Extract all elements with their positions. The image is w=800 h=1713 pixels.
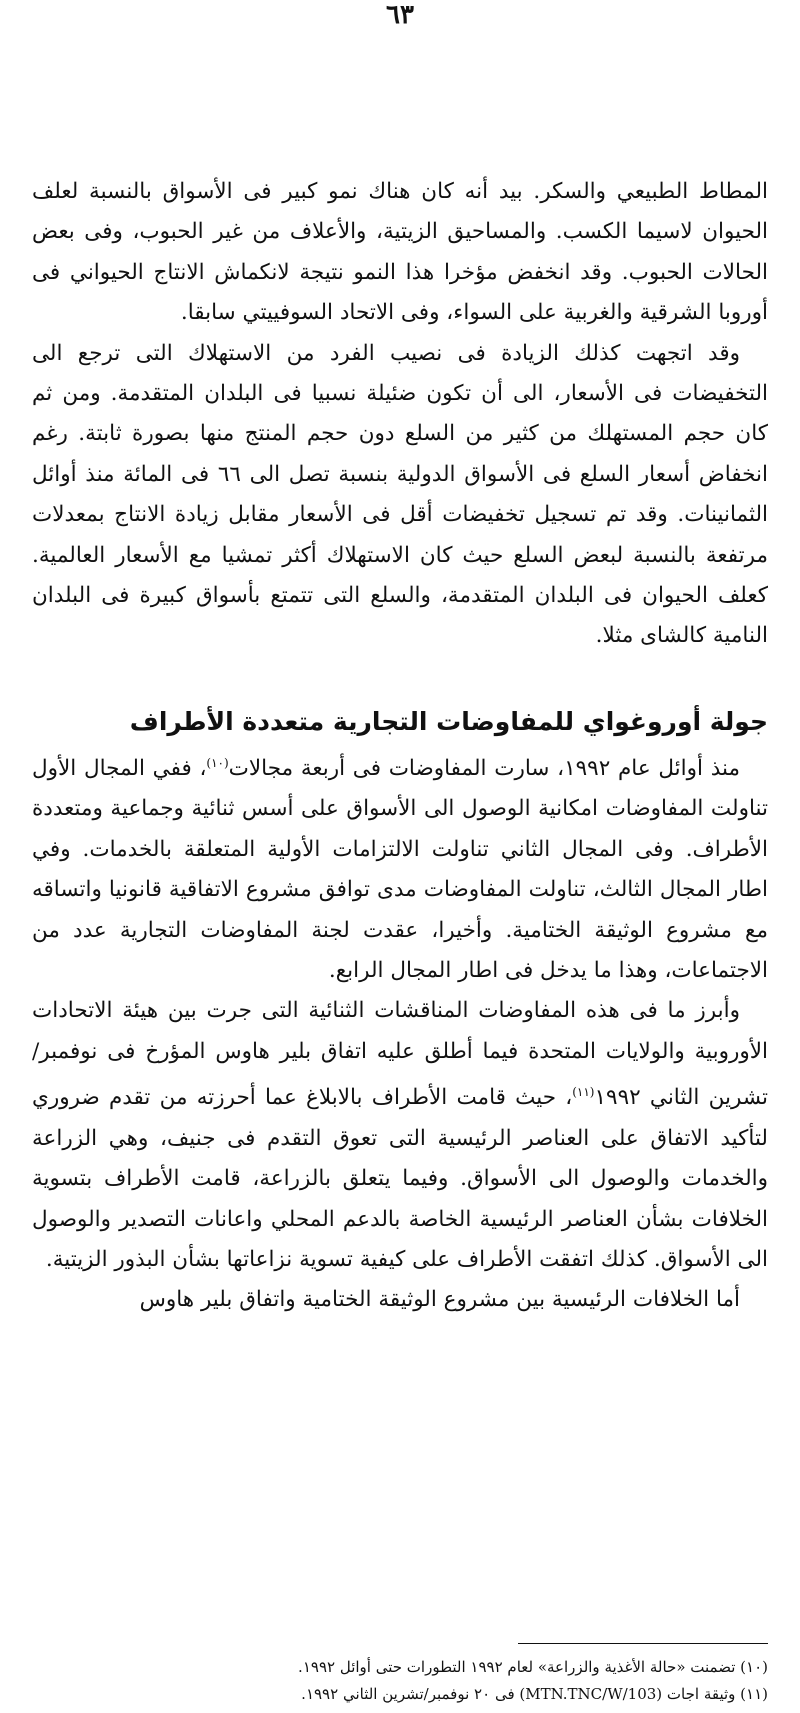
page-number: ٦٣ [386,0,414,30]
paragraph-5: أما الخلافات الرئيسية بين مشروع الوثيقة الختامية واتفاق بلير هاوس [139,1287,740,1313]
paragraph-4-text-a: وأبرز ما فى هذه المفاوضات المناقشات الثنائية التى جرت بين هيئة الاتحادات الأوروبية والولايات المتحدة فيما أطلق عليه اتفاق بلير هاوس المؤرخ فى نوفمبر/تشرين الثاني ١٩٩٢ [32,998,768,1111]
paragraph-1: المطاط الطبيعي والسكر. بيد أنه كان هناك نمو كبير فى الأسواق بالنسبة لعلف الحيوان لاسيما الكسب. والمساحيق الزيتية، والأعلاف من غير الحبوب، وفى بعض الحالات الحبوب. وقد انخفض مؤخرا هذا النمو نتيجة لانكماش الانتاج الحيواني فى أوروبا الشرقية والغربية على السواء، وفى الاتحاد السوفييتي سابقا. [32,179,768,326]
footnote-11: (١١) وثيقة اجات (MTN.TNC/W/103) فى ٢٠ نوفمبر/تشرين الثاني ١٩٩٢. [301,1685,768,1703]
body-text [32,172,768,1321]
paragraph-3-text-b: ، ففي المجال الأول تناولت المفاوضات امكانية الوصول الى الأسواق على أسس ثنائية وجماعية ومتعددة الأطراف. وفى المجال الثاني تناولت الالتزامات الأولية المتعلقة بالخدمات. وفي اطار المجال الثالث، تناولت المفاوضات مدى توافق مشروع الاتفاقية قانونيا واتساقه مع مشروع الوثيقة الختامية. وأخيرا، عقدت لجنة المفاوضات التجارية عدد من الاجتماعات، وهذا ما يدخل فى اطار المجال الرابع. [32,756,768,984]
paragraph-2: وقد اتجهت كذلك الزيادة فى نصيب الفرد من الاستهلاك التى ترجع الى التخفيضات فى الأسعار، الى أن تكون ضئيلة نسبيا فى البلدان المتقدمة. ومن ثم كان حجم المستهلك من كثير من السلع دون حجم المنتج منها بصورة ثابتة. رغم انخفاض أسعار السلع فى الأسواق الدولية بنسبة تصل الى ٦٦ فى المائة منذ أوائل الثمانينات. وقد تم تسجيل تخفيضات أقل فى الأسعار مقابل زيادة الانتاج بمعدلات مرتفعة بالنسبة لبعض السلع حيث كان الاستهلاك أكثر تمشيا مع الأسعار العالمية. كعلف الحيوان فى البلدان المتقدمة، والسلع التى تتمتع بأسواق كبيرة فى البلدان النامية كالشاى مثلا. [32,340,769,649]
footnote-10: (١٠) تضمنت «حالة الأغذية والزراعة» لعام ١٩٩٢ التطورات حتى أوائل ١٩٩٢. [298,1658,768,1676]
paragraph-3 [32,743,768,992]
paragraph-4 [32,991,768,1280]
section-gap [32,657,768,701]
footnotes [32,1654,768,1708]
paragraph-3-text-a: منذ أوائل عام ١٩٩٢، سارت المفاوضات فى أربعة مجالات [228,756,740,782]
section-heading: جولة أوروغواي للمفاوضات التجارية متعددة الأطراف [129,706,768,736]
footnote-ref-10: (١٠) [206,755,229,770]
footnote-divider [518,1643,768,1644]
footnote-ref-11: (١١) [572,1085,595,1100]
paragraph-4-text-b: ، حيث قامت الأطراف بالابلاغ عما أحرزته من تقدم ضروري لتأكيد الاتفاق على العناصر الرئيسية التى تعوق التقدم فى جنيف، وهي الزراعة والخدمات والوصول الى الأسواق. وفيما يتعلق بالزراعة، قامت الأطراف بتسوية الخلافات بشأن العناصر الرئيسية الخاصة بالدعم المحلي واعانات التصدير والوصول الى الأسواق. كذلك اتفقت الأطراف على كيفية تسوية نزاعاتها بشأن البذور الزيتية. [32,1085,768,1273]
